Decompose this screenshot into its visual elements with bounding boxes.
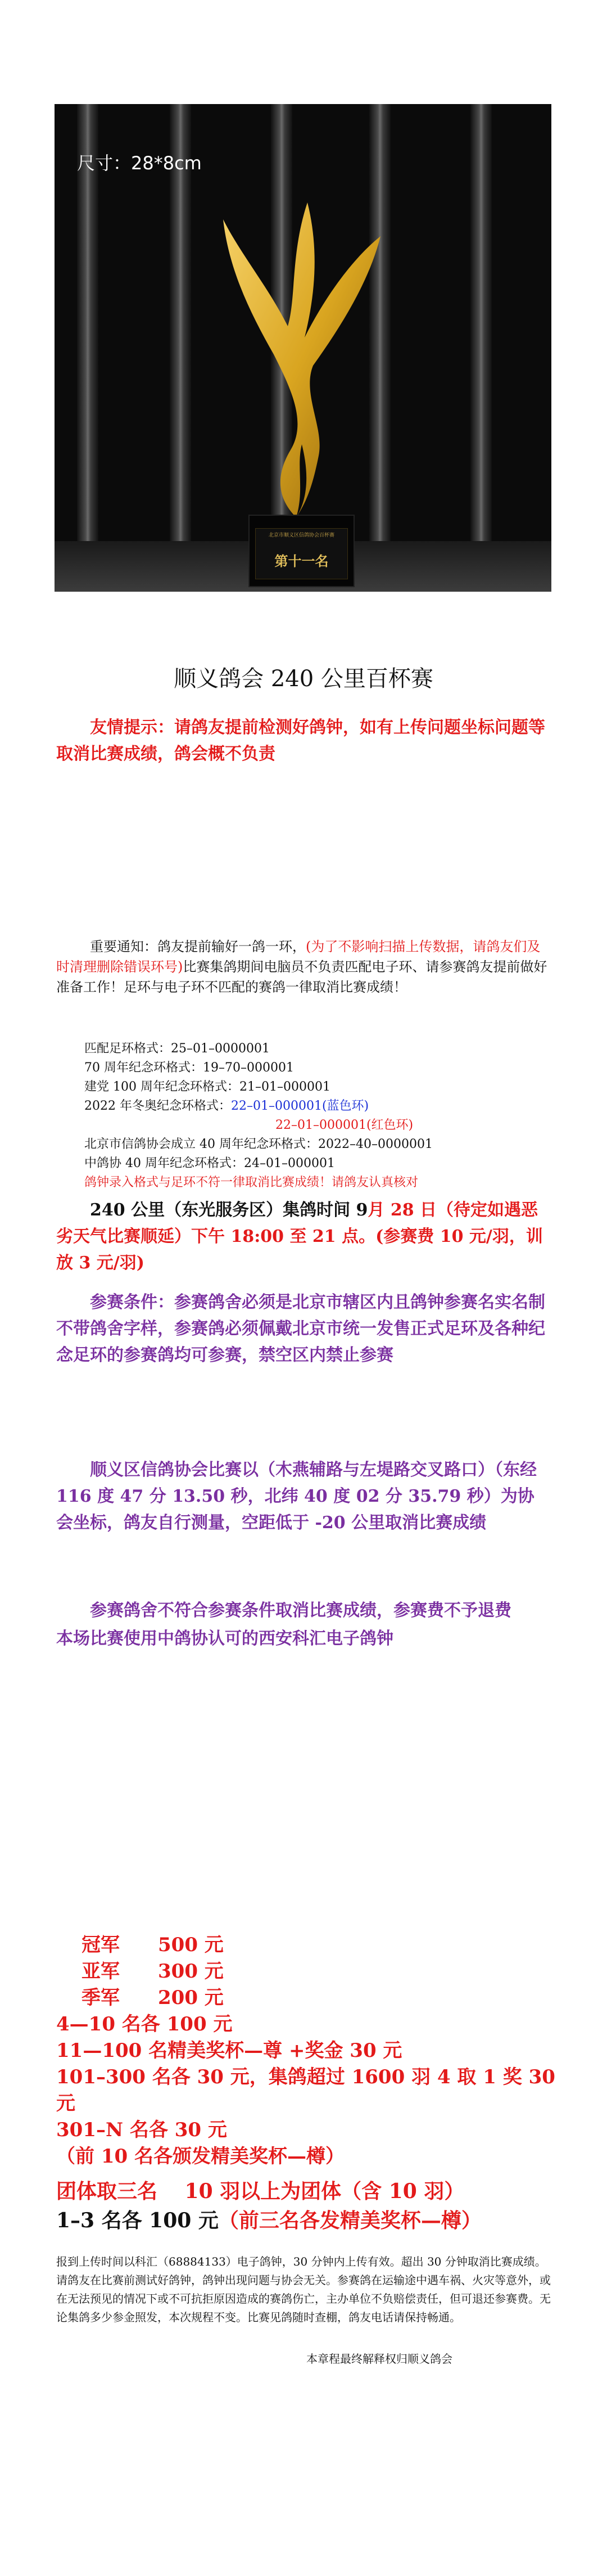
prize-4-10: 4—10 名各 100 元 [56, 2013, 233, 2035]
coord-a: 顺义区信鸽协会比赛以（木燕辅路与左堤路交叉路口）（东经 [90, 1460, 537, 1480]
coord-c: 度 [97, 1487, 115, 1506]
notice-lead: 重要通知：鸽友提前输好一鸽一环， [90, 939, 306, 954]
prize-second: 亚军 300 元 [81, 1960, 224, 1983]
prize-third: 季军 200 元 [81, 1987, 224, 2009]
coord-f: 13.50 [172, 1487, 225, 1506]
coord-e: 分 [149, 1487, 166, 1506]
coord-d: 47 [120, 1487, 144, 1506]
coord-l: 35.79 [408, 1487, 461, 1506]
coord-g: 秒，北纬 [230, 1487, 298, 1506]
footer-note: 本章程最终解释权归顺义鸽会 [306, 2352, 452, 2366]
ring-format-4 [84, 1097, 551, 1116]
coord-b: 116 [56, 1487, 92, 1506]
coord-i: 度 [333, 1487, 351, 1506]
background-bar [470, 104, 492, 592]
coord-o: 公里取消比赛成绩 [351, 1513, 487, 1533]
team-prize-trophy: （前三名各发精美奖杯—樽） [218, 2209, 482, 2232]
trophy-plate-rank: 第十一名 [274, 553, 329, 569]
team-prize-amount: 1–3 名各 100 元 [56, 2209, 219, 2232]
prize-list [56, 1932, 562, 2170]
ring-formats [84, 1039, 551, 1192]
ring-format-4-red: 22–01–000001(红色环) [275, 1118, 414, 1132]
coord-h: 40 [304, 1487, 328, 1506]
size-label: 尺寸：28*8cm [77, 152, 202, 174]
conditions: 参赛条件：参赛鸽舍必须是北京市辖区内且鸽钟参赛名实名制不带鸽舍字样，参赛鸽必须佩戴北京市统一发售正式足环及各种纪念足环的参赛鸽均可参赛，禁空区内禁止参赛 [56, 1292, 545, 1365]
prize-11-100: 11—100 名精美奖杯—尊 +奖金 30 元 [56, 2039, 402, 2062]
prize-101-300: 101–300 名各 30 元，集鸽超过 1600 羽 4 取 1 奖 30 元 [56, 2066, 555, 2115]
ring-format-6: 中鸽协 40 周年纪念环格式：24–01–000001 [84, 1156, 335, 1170]
coord-n: -20 [315, 1513, 346, 1533]
ring-format-1: 匹配足环格式：25–01–0000001 [84, 1042, 270, 1056]
ring-format-3: 建党 100 周年纪念环格式：21–01–000001 [84, 1080, 330, 1094]
page-title: 顺义鸽会 240 公里百杯赛 [174, 666, 433, 692]
prize-301-n: 301–N 名各 30 元 [56, 2119, 227, 2141]
gold-trophy-figure [212, 186, 392, 523]
coord-j: 02 [356, 1487, 380, 1506]
collect-time-black: 240 公里（东光服务区）集鸽时间 9 [90, 1200, 368, 1220]
prize-trophy-note: （前 10 名各颁发精美奖杯—樽） [56, 2145, 345, 2168]
ring-format-5: 北京市信鸽协会成立 40 周年纪念环格式：2022–40–0000001 [84, 1137, 433, 1151]
notice-paragraph [56, 936, 551, 997]
collect-time [56, 1197, 551, 1276]
team-section [56, 2177, 562, 2235]
ring-format-2: 70 周年纪念环格式：19–70–000001 [84, 1061, 294, 1075]
coord-k: 分 [385, 1487, 402, 1506]
trophy-plate [255, 528, 348, 579]
ring-format-4-blue: 22–01–000001(蓝色环) [230, 1099, 369, 1113]
coordinates [56, 1457, 551, 1536]
background-bar [170, 104, 191, 592]
background-bar [77, 104, 98, 592]
tip-text: 友情提示：请鸽友提前检测好鸽钟，如有上传问题坐标问题等取消比赛成绩，鸽会概不负责 [56, 718, 545, 764]
collect-time-red: 月 28 日（待定如遇恶劣天气比赛顺延）下午 18:00 至 21 点。(参赛费 10 元/羽，训放 3 元/羽) [56, 1200, 543, 1273]
trophy-plate-title: 北京市顺义区信鸽协会百杯赛 [268, 533, 334, 538]
team-rule: 团体取三名 10 羽以上为团体（含 10 羽） [56, 2179, 465, 2203]
report-rules: 报到上传时间以科汇（68884133）电子鸽钟，30 分钟内上传有效。超出 30 分钟取消比赛成绩。请鸽友在比赛前测试好鸽钟，鸽钟出现问题与协会无关。参赛鸽在运输途中遇车祸、火灾等意外，或在无法预见的情况下或不可抗拒原因造成的赛鸽伤亡，主办单位不负赔偿责任，但可退还参赛费。无论集鸽多少参金照发，本次规程不变。比赛见鸽随时查棚，鸽友电话请保持畅通。 [56, 2255, 551, 2324]
prize-first: 冠军 500 元 [81, 1934, 224, 1956]
trophy-base [248, 515, 355, 587]
ring-format-4-label: 2022 年冬奥纪念环格式： [84, 1099, 231, 1113]
trophy-photo [55, 104, 551, 592]
team-prize [56, 2206, 562, 2235]
notice-rest: 比赛集鸽期间电脑员不负责匹配电子环、请参赛鸽友提前做好准备工作！足环与电子环不匹配的赛鸽一律取消比赛成绩！ [56, 959, 547, 995]
coord-m: 秒）为协会坐标，鸽友自行测量，空距低于 [56, 1487, 534, 1533]
notice-red: (为了不影响扫描上传数据，请鸽友们及时清理删除错误环号) [56, 939, 541, 975]
ring-warning: 鸽钟录入格式与足环不符一律取消比赛成绩！请鸽友认真核对 [84, 1176, 419, 1190]
clock-note: 本场比赛使用中鸽协认可的西安科汇电子鸽钟 [56, 1629, 393, 1649]
refund-note: 参赛鸽舍不符合参赛条件取消比赛成绩，参赛费不予退费 [90, 1601, 511, 1620]
